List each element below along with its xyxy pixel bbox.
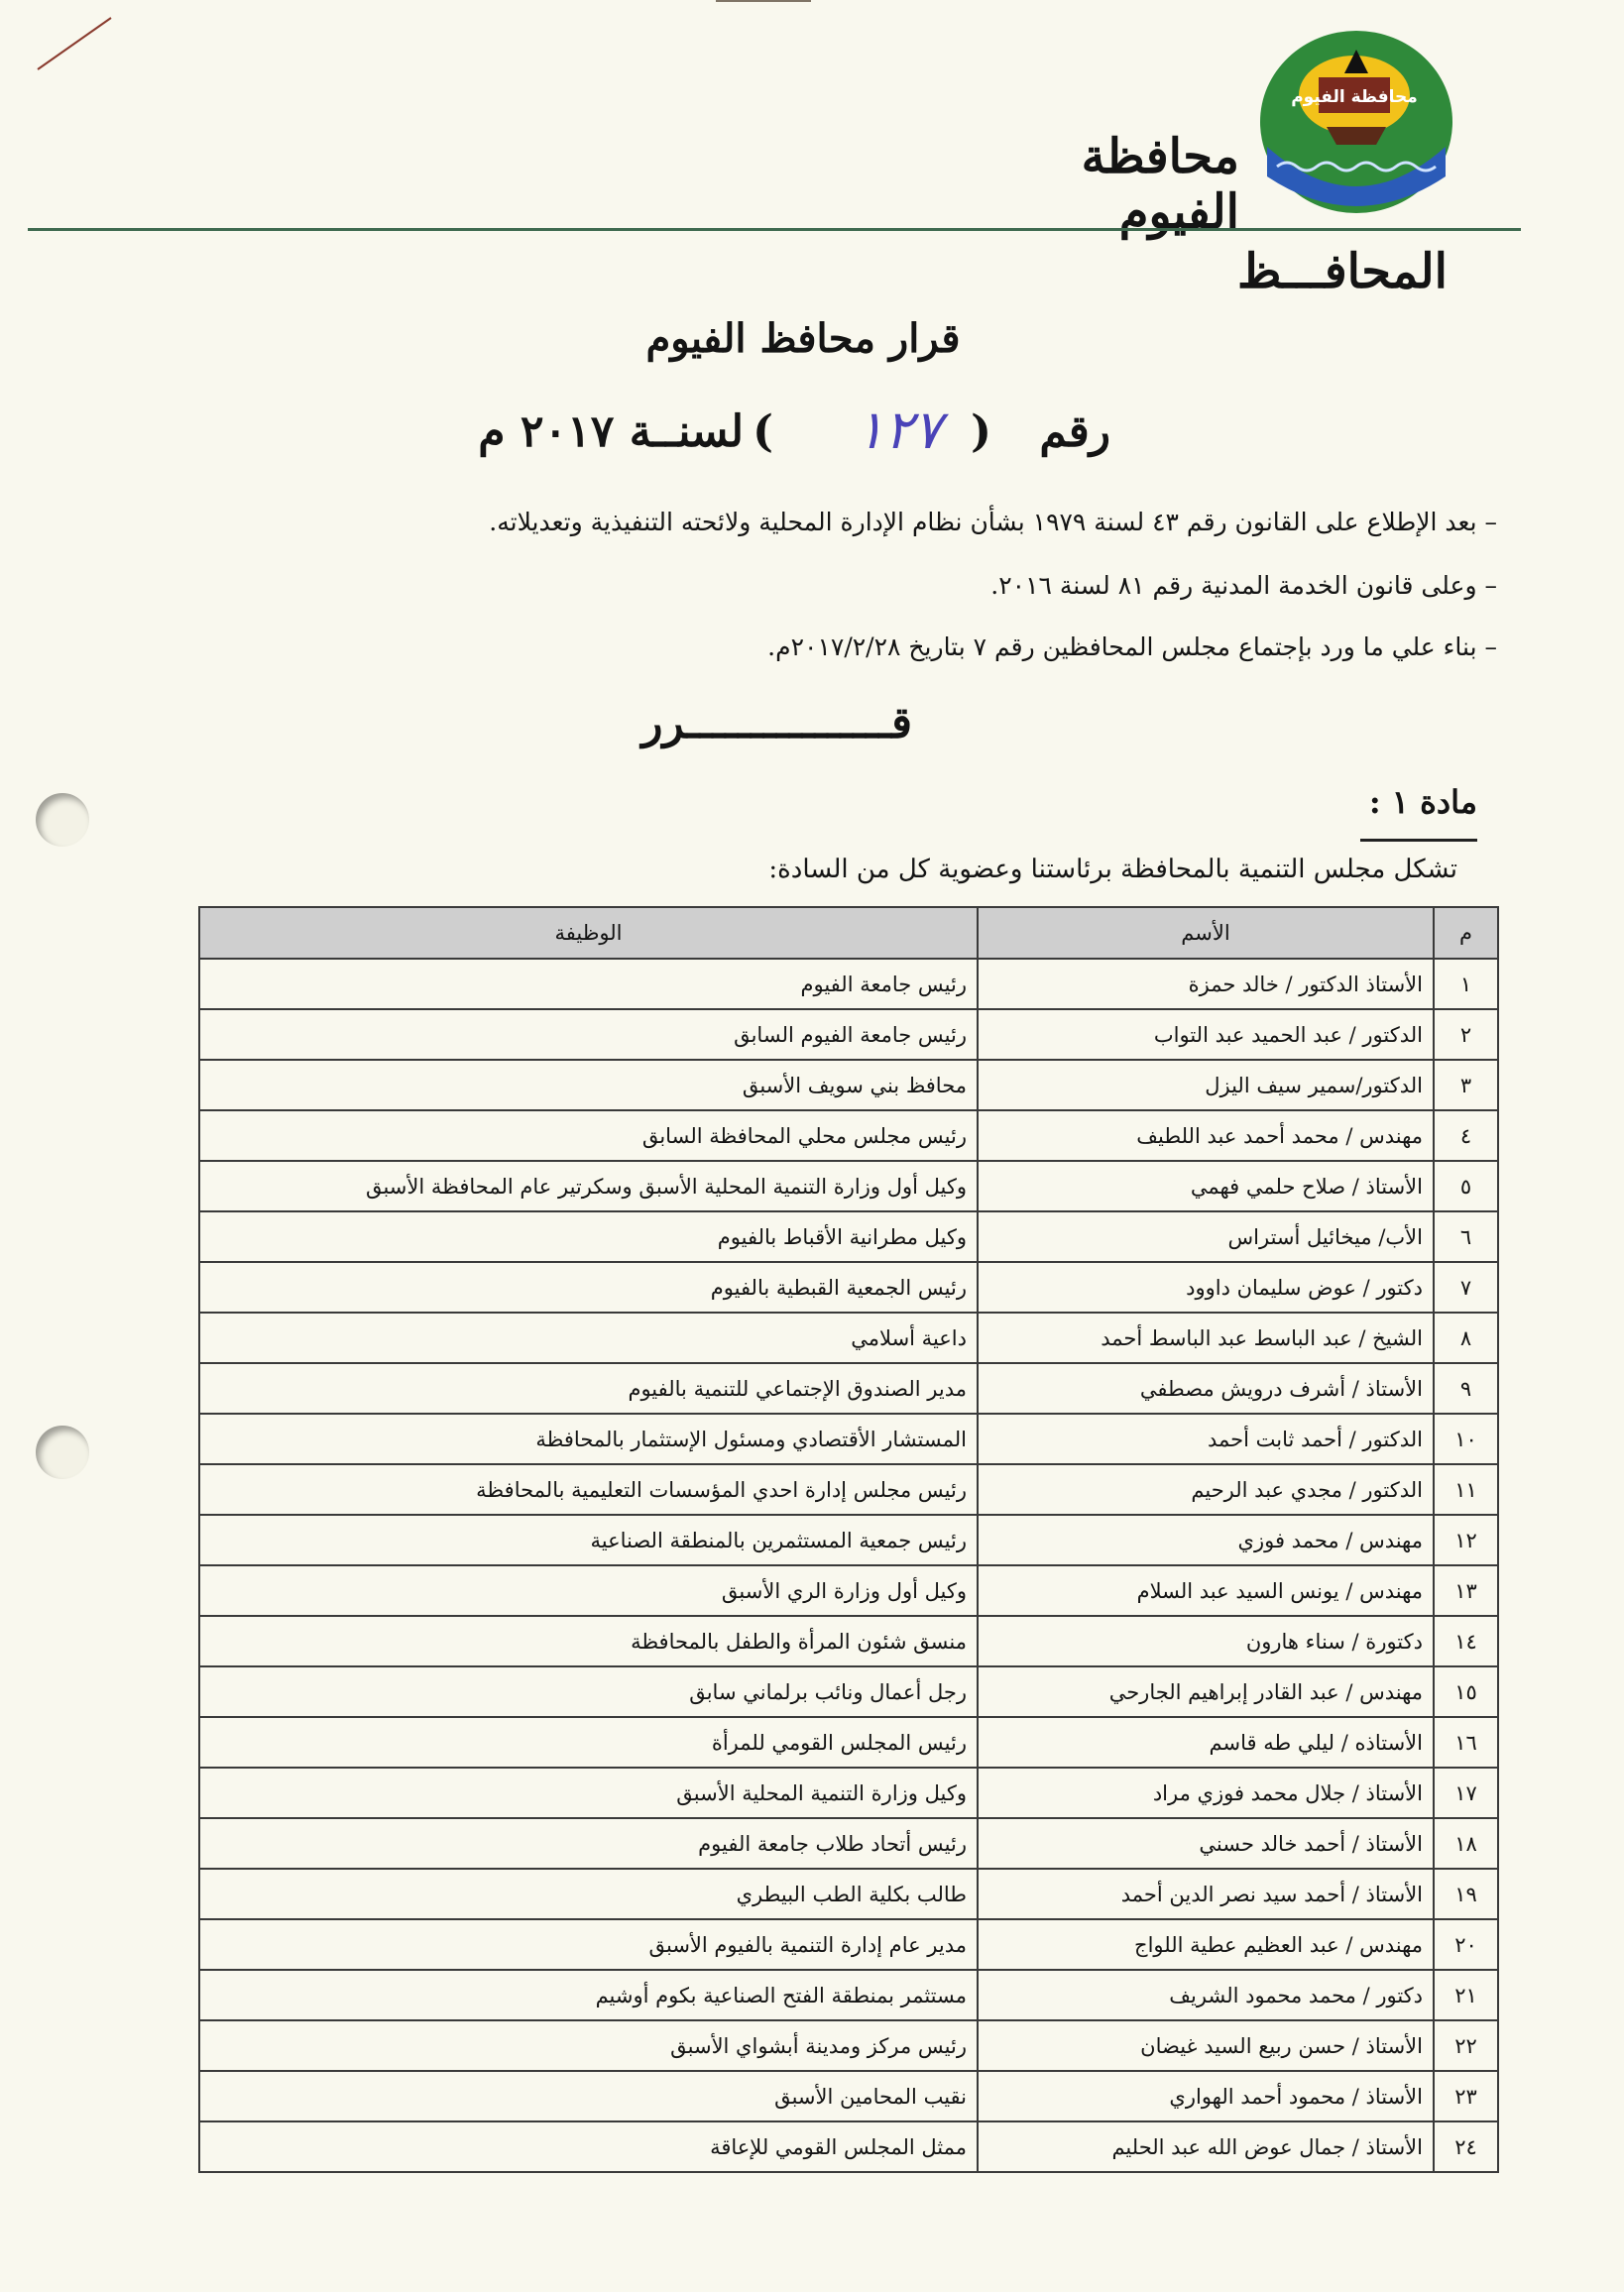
member-role: رئيس مجلس إدارة احدي المؤسسات التعليمية بالمحافظة [199, 1464, 978, 1515]
member-name: مهندس / عبد القادر إبراهيم الجارحي [978, 1666, 1434, 1717]
member-name: الأستاذ / محمود أحمد الهواري [978, 2071, 1434, 2121]
member-role: داعية أسلامي [199, 1313, 978, 1363]
member-name: دكتور / عوض سليمان داوود [978, 1262, 1434, 1313]
table-row [199, 1919, 1498, 1970]
table-row [199, 1414, 1498, 1464]
row-number: ١٨ [1434, 1818, 1498, 1869]
member-role: نقيب المحامين الأسبق [199, 2071, 978, 2121]
member-role: وكيل أول وزارة الري الأسبق [199, 1565, 978, 1616]
table-row [199, 1464, 1498, 1515]
decree-year: لسنــة ٢٠١٧ م [478, 406, 744, 457]
table-row [199, 1009, 1498, 1060]
member-role: رئيس أتحاد طلاب جامعة الفيوم [199, 1818, 978, 1869]
office-title: المحافـــظ [1236, 244, 1448, 299]
member-name: الشيخ / عبد الباسط عبد الباسط أحمد [978, 1313, 1434, 1363]
member-name: دكتورة / سناء هارون [978, 1616, 1434, 1666]
logo-text: محافظة الفيوم [1291, 87, 1418, 107]
row-number: ٧ [1434, 1262, 1498, 1313]
table-row [199, 1717, 1498, 1768]
member-name: الدكتور/سمير سيف اليزل [978, 1060, 1434, 1110]
table-row [199, 1363, 1498, 1414]
member-role: منسق شئون المرأة والطفل بالمحافظة [199, 1616, 978, 1666]
row-number: ١٩ [1434, 1869, 1498, 1919]
row-number: ١٥ [1434, 1666, 1498, 1717]
decree-number-handwritten: ١٢٧ [855, 399, 942, 461]
member-role: رئيس جامعة الفيوم [199, 959, 978, 1009]
table-row [199, 1110, 1498, 1161]
member-name: الأستاذ الدكتور / خالد حمزة [978, 959, 1434, 1009]
row-number: ٩ [1434, 1363, 1498, 1414]
row-number: ١٧ [1434, 1768, 1498, 1818]
row-number: ٢٢ [1434, 2020, 1498, 2071]
member-name: الدكتور / عبد الحميد عبد التواب [978, 1009, 1434, 1060]
member-name: الأستاذ / أشرف درويش مصطفي [978, 1363, 1434, 1414]
row-number: ١٤ [1434, 1616, 1498, 1666]
member-name: الأستاذه / ليلي طه قاسم [978, 1717, 1434, 1768]
member-role: رئيس المجلس القومي للمرأة [199, 1717, 978, 1768]
decided-heading: قــــــــــــــــرر [641, 698, 912, 748]
table-row [199, 2020, 1498, 2071]
top-edge-mark [716, 0, 811, 8]
member-name: مهندس / محمد فوزي [978, 1515, 1434, 1565]
member-name: الأستاذ / أحمد سيد نصر الدين أحمد [978, 1869, 1434, 1919]
punch-hole [36, 793, 89, 847]
table-header-row [199, 907, 1498, 959]
decree-title: قرار محافظ الفيوم [645, 315, 961, 362]
table-row [199, 1818, 1498, 1869]
table-row [199, 1313, 1498, 1363]
row-number: ٦ [1434, 1211, 1498, 1262]
row-number: ٢٤ [1434, 2121, 1498, 2172]
member-role: وكيل مطرانية الأقباط بالفيوم [199, 1211, 978, 1262]
member-role: مدير الصندوق الإجتماعي للتنمية بالفيوم [199, 1363, 978, 1414]
row-number: ٢ [1434, 1009, 1498, 1060]
governorate-name: محافظة الفيوم [1081, 129, 1239, 240]
member-name: الأستاذ / حسن ربيع السيد غيضان [978, 2020, 1434, 2071]
close-paren: ) [753, 406, 773, 457]
table-row [199, 1262, 1498, 1313]
member-name: الأستاذ / جمال عوض الله عبد الحليم [978, 2121, 1434, 2172]
member-name: مهندس / عبد العظيم عطية اللواج [978, 1919, 1434, 1970]
member-name: الدكتور / أحمد ثابت أحمد [978, 1414, 1434, 1464]
header-divider [28, 228, 1521, 231]
table-row [199, 1869, 1498, 1919]
punch-hole [36, 1426, 89, 1479]
table-row [199, 959, 1498, 1009]
row-number: ٤ [1434, 1110, 1498, 1161]
table-row [199, 2121, 1498, 2172]
member-role: طالب بكلية الطب البيطري [199, 1869, 978, 1919]
article-label: مادة ١ : [1368, 783, 1477, 821]
table-row [199, 1768, 1498, 1818]
member-role: رئيس جامعة الفيوم السابق [199, 1009, 978, 1060]
article-text: تشكل مجلس التنمية بالمحافظة برئاستنا وعضوية كل من السادة: [768, 855, 1457, 884]
member-role: وكيل أول وزارة التنمية المحلية الأسبق وسكرتير عام المحافظة الأسبق [199, 1161, 978, 1211]
member-role: ممثل المجلس القومي للإعاقة [199, 2121, 978, 2172]
members-table [198, 906, 1499, 2173]
row-number: ٢٣ [1434, 2071, 1498, 2121]
table-row [199, 1211, 1498, 1262]
row-number: ١٦ [1434, 1717, 1498, 1768]
header-num: م [1434, 907, 1498, 959]
row-number: ٢٠ [1434, 1919, 1498, 1970]
preamble-item: – بعد الإطلاع على القانون رقم ٤٣ لسنة ١٩٧٩ بشأن نظام الإدارة المحلية ولائحته التنفيذية وتعديلاته. [489, 508, 1497, 536]
row-number: ١٣ [1434, 1565, 1498, 1616]
row-number: ٣ [1434, 1060, 1498, 1110]
table-row [199, 1565, 1498, 1616]
member-name: الأستاذ / أحمد خالد حسني [978, 1818, 1434, 1869]
decree-number-line [436, 399, 1110, 476]
row-number: ٨ [1434, 1313, 1498, 1363]
decree-number-label: رقم [1039, 406, 1110, 457]
table-row [199, 1161, 1498, 1211]
row-number: ١٢ [1434, 1515, 1498, 1565]
row-number: ١١ [1434, 1464, 1498, 1515]
governorate-logo [1257, 28, 1455, 216]
table-row [199, 1616, 1498, 1666]
table-row [199, 1970, 1498, 2020]
table-row [199, 1666, 1498, 1717]
preamble-item: – وعلى قانون الخدمة المدنية رقم ٨١ لسنة ٢٠١٦. [990, 571, 1497, 600]
member-role: مدير عام إدارة التنمية بالفيوم الأسبق [199, 1919, 978, 1970]
member-role: رجل أعمال ونائب برلماني سابق [199, 1666, 978, 1717]
member-name: الدكتور / مجدي عبد الرحيم [978, 1464, 1434, 1515]
header-role: الوظيفة [199, 907, 978, 959]
member-role: رئيس مركز ومدينة أبشواي الأسبق [199, 2020, 978, 2071]
table-row [199, 2071, 1498, 2121]
member-name: الأب/ ميخائيل أستراس [978, 1211, 1434, 1262]
table-row [199, 1060, 1498, 1110]
pen-stroke-mark [32, 14, 121, 73]
article-underline [1360, 839, 1477, 842]
row-number: ١٠ [1434, 1414, 1498, 1464]
header-name: الأسم [978, 907, 1434, 959]
row-number: ٢١ [1434, 1970, 1498, 2020]
row-number: ١ [1434, 959, 1498, 1009]
member-role: محافظ بني سويف الأسبق [199, 1060, 978, 1110]
member-role: المستشار الأقتصادي ومسئول الإستثمار بالمحافظة [199, 1414, 978, 1464]
member-name: مهندس / محمد أحمد عبد اللطيف [978, 1110, 1434, 1161]
member-role: رئيس مجلس محلي المحافظة السابق [199, 1110, 978, 1161]
member-role: رئيس الجمعية القبطية بالفيوم [199, 1262, 978, 1313]
member-name: الأستاذ / صلاح حلمي فهمي [978, 1161, 1434, 1211]
member-name: دكتور / محمد محمود الشريف [978, 1970, 1434, 2020]
open-paren: ( [971, 406, 991, 457]
member-name: مهندس / يونس السيد عبد السلام [978, 1565, 1434, 1616]
member-role: رئيس جمعية المستثمرين بالمنطقة الصناعية [199, 1515, 978, 1565]
member-role: مستثمر بمنطقة الفتح الصناعية بكوم أوشيم [199, 1970, 978, 2020]
table-row [199, 1515, 1498, 1565]
member-name: الأستاذ / جلال محمد فوزي مراد [978, 1768, 1434, 1818]
row-number: ٥ [1434, 1161, 1498, 1211]
member-role: وكيل وزارة التنمية المحلية الأسبق [199, 1768, 978, 1818]
preamble-item: – بناء علي ما ورد بإجتماع مجلس المحافظين رقم ٧ بتاريخ ٢٠١٧/٢/٢٨م. [767, 632, 1497, 661]
